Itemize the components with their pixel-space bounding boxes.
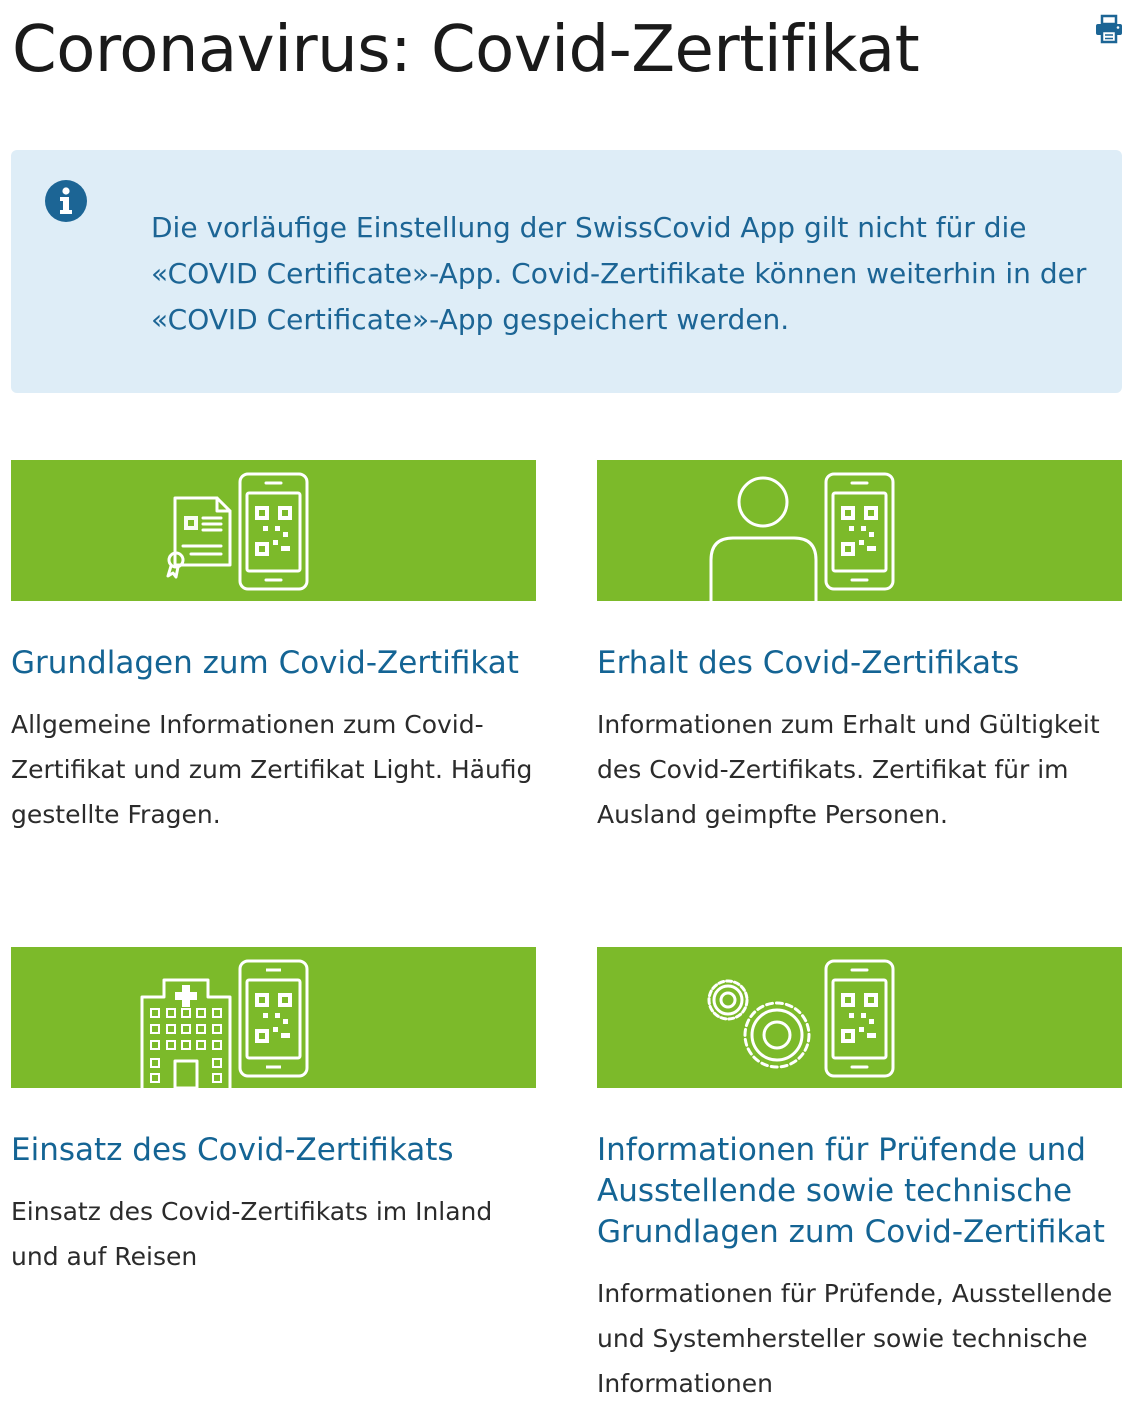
printer-icon bbox=[1094, 14, 1124, 44]
certificate-document-and-phone-icon bbox=[11, 460, 536, 601]
notice-box bbox=[11, 150, 1122, 393]
card-description: Informationen zum Erhalt und Gültigkeit des Covid-Zertifikats. Zertifikat für im Ausland geimpfte Personen. bbox=[597, 710, 1100, 829]
hospital-and-phone-icon bbox=[11, 947, 536, 1088]
info-circle-icon bbox=[45, 180, 87, 222]
card-description: Einsatz des Covid-Zertifikats im Inland und auf Reisen bbox=[11, 1197, 493, 1271]
person-and-phone-icon bbox=[597, 460, 1122, 601]
card-grundlagen bbox=[11, 460, 536, 837]
print-button[interactable] bbox=[1094, 14, 1124, 44]
card-erhalt bbox=[597, 460, 1122, 837]
card-image-link[interactable] bbox=[11, 460, 536, 601]
card-description: Allgemeine Informationen zum Covid-Zertifikat und zum Zertifikat Light. Häufig gestellte Fragen. bbox=[11, 710, 533, 829]
card-title-link[interactable]: Grundlagen zum Covid-Zertifikat bbox=[11, 645, 519, 681]
notice-text: Die vorläufige Einstellung der SwissCovid App gilt nicht für die «COVID Certificate»-App. Covid-Zertifikate können weiterhin in der «COVID Certificate»-App gespeichert werden. bbox=[151, 211, 1087, 336]
card-title-link[interactable]: Einsatz des Covid-Zertifikats bbox=[11, 1132, 454, 1168]
card-image-link[interactable] bbox=[597, 947, 1122, 1088]
card-einsatz bbox=[11, 947, 536, 1279]
card-description: Informationen für Prüfende, Ausstellende und Systemhersteller sowie technische Informationen bbox=[597, 1279, 1113, 1398]
card-title-link[interactable]: Erhalt des Covid-Zertifikats bbox=[597, 645, 1020, 681]
card-image-link[interactable] bbox=[597, 460, 1122, 601]
card-title-link[interactable]: Informationen für Prüfende und Ausstellende sowie technische Grundlagen zum Covid-Zertifikat bbox=[597, 1132, 1105, 1250]
card-image-link[interactable] bbox=[11, 947, 536, 1088]
gears-and-phone-icon bbox=[597, 947, 1122, 1088]
page-title: Coronavirus: Covid-Zertifikat bbox=[12, 13, 920, 87]
card-informationen-pruefende bbox=[597, 947, 1122, 1406]
